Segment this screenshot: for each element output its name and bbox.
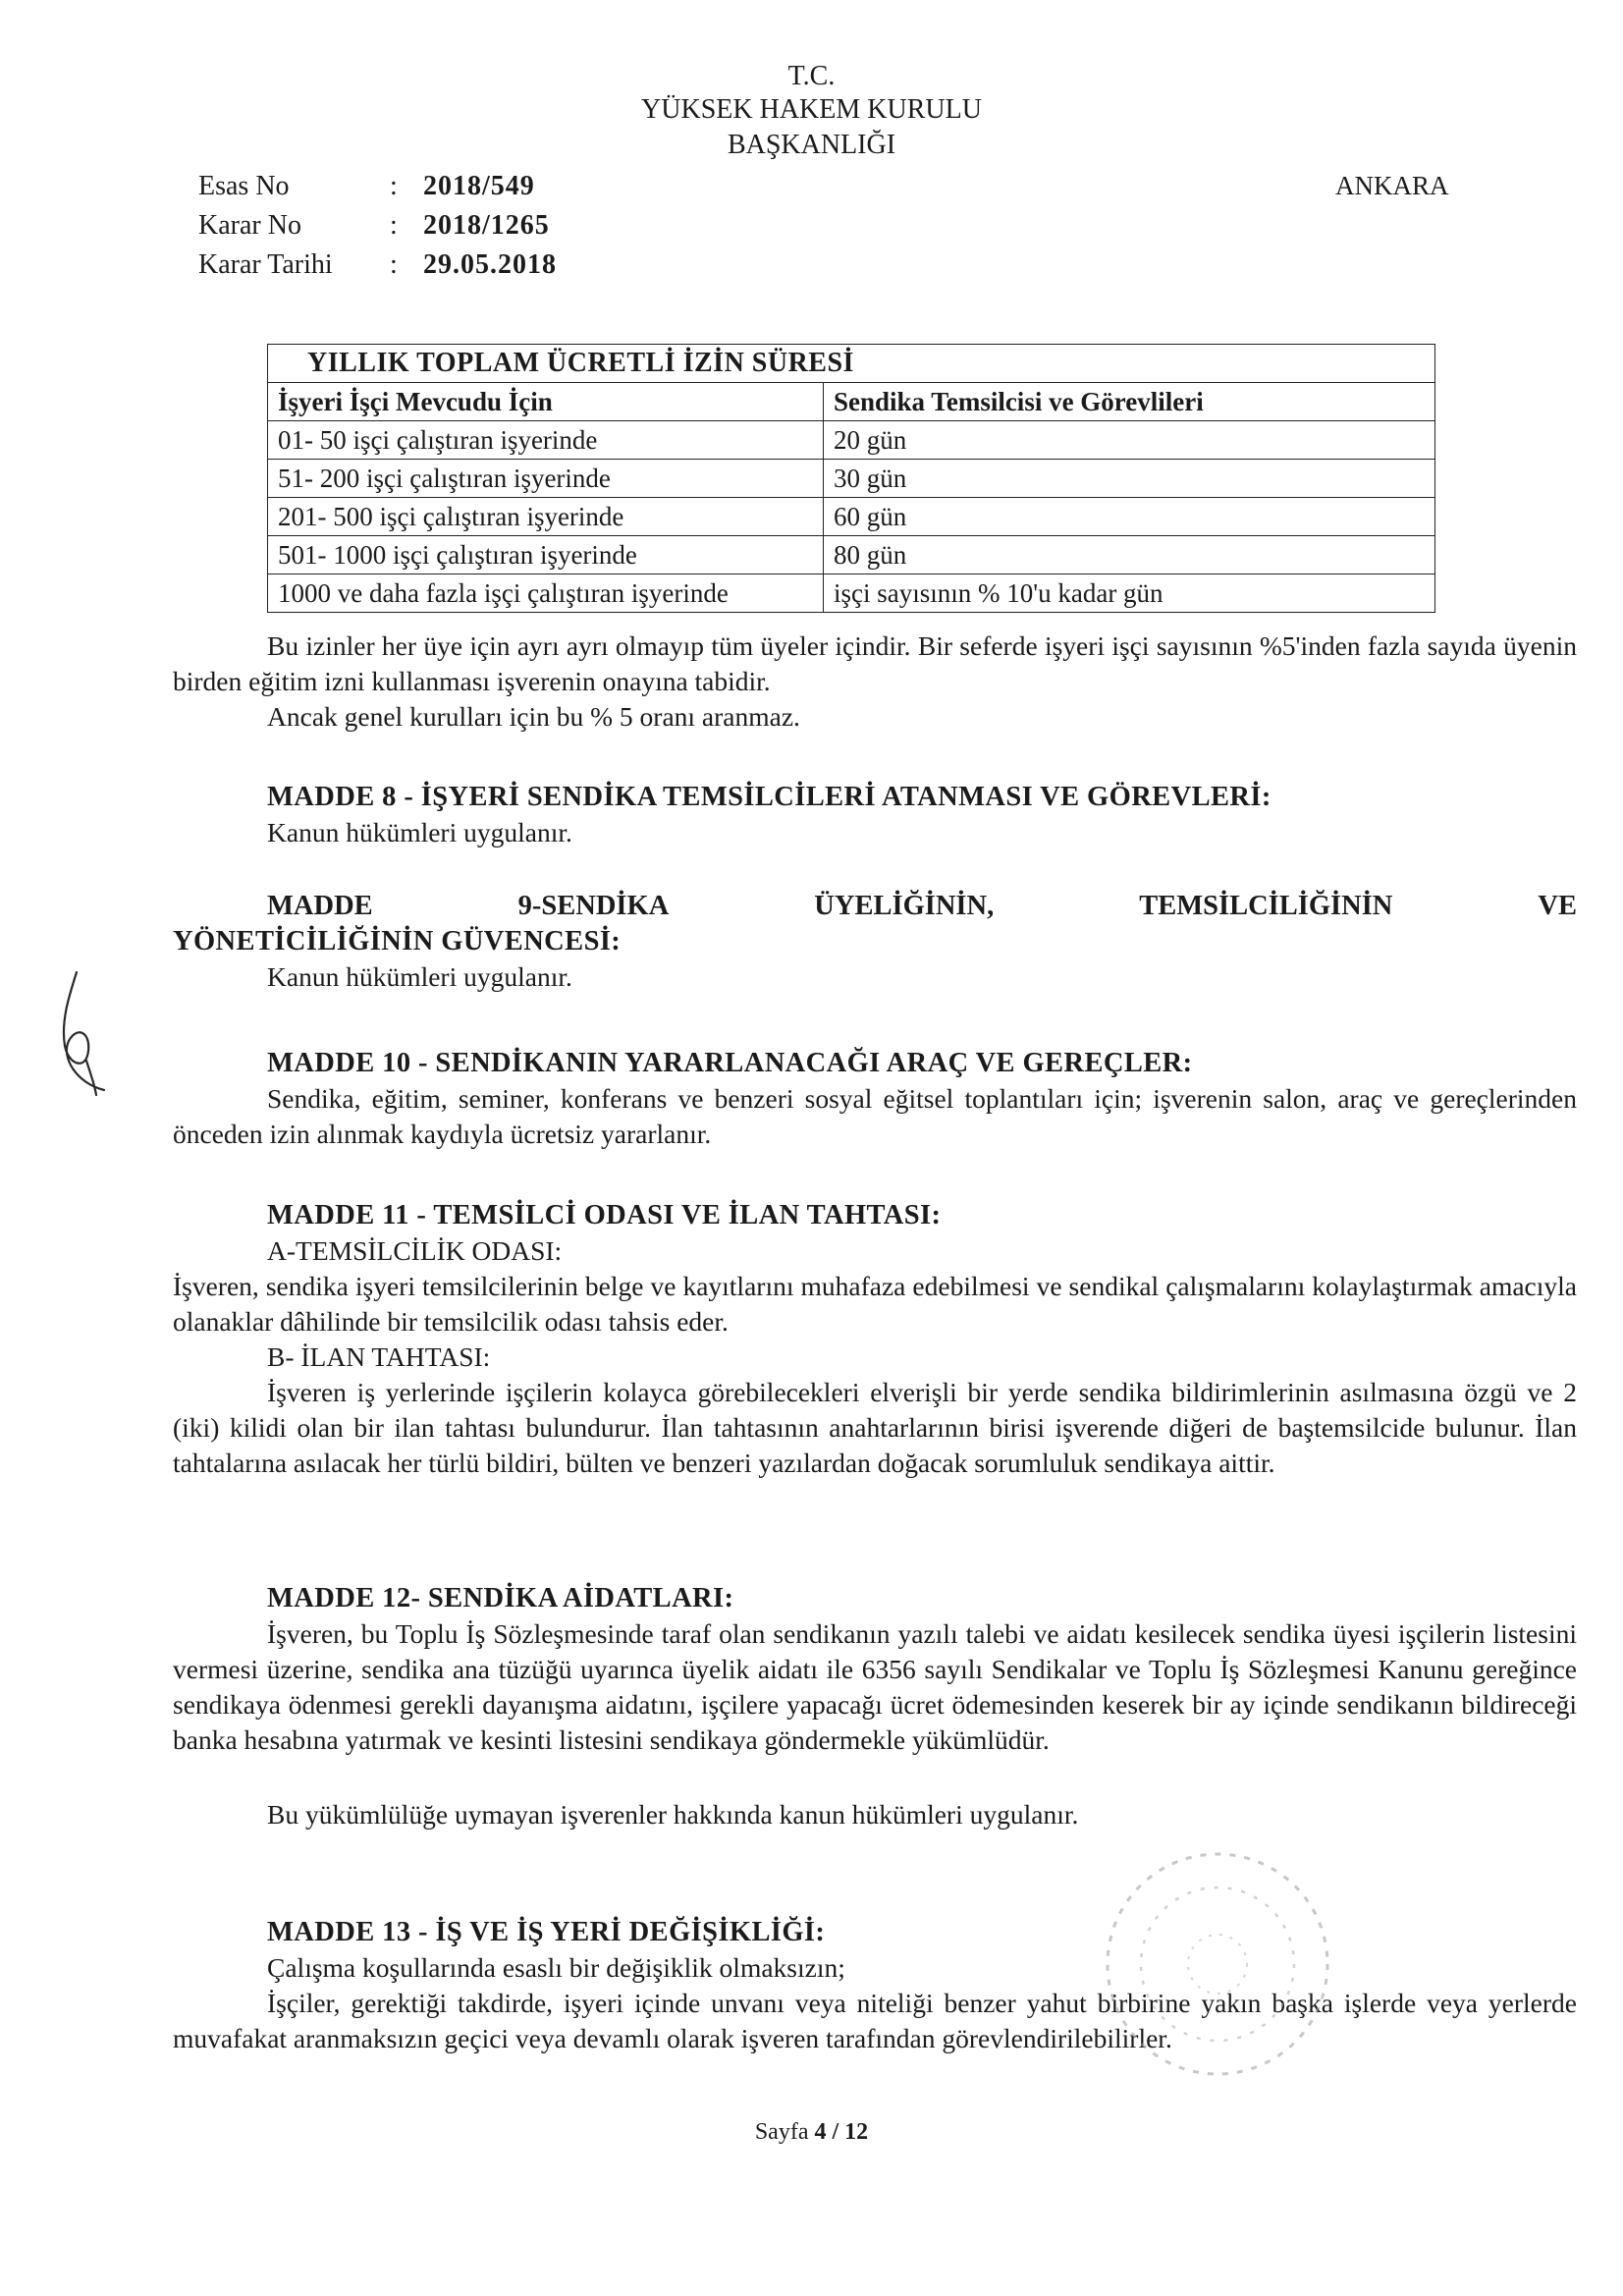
article-13-text-1: Çalışma koşullarında esaslı bir değişiklik olmaksızın; — [267, 1952, 845, 1983]
article-13-heading: MADDE 13 - İŞ VE İŞ YERİ DEĞİŞİKLİĞİ: — [267, 1917, 826, 1947]
article-12-text: İşveren, bu Toplu İş Sözleşmesinde taraf olan sendikanın yazılı talebi ve aidatı kesilecek sendika üyesi işçilerin listesini vermesi üzerine, sendika ana tüzüğü uyarınca üyelik aidatı ile 6356 sayılı Sendikalar ve Toplu İş Sözleşmesi Kanunu gereğince sendikaya ödenmesi gerekli dayanışma aidatını, işçilere yapacağı ücret ödemesinden keserek bir ay içinde sendikanın bildireceği banka hesabına yatırmak ve kesinti listesini sendikaya göndermekle yükümlüdür. — [173, 1618, 1577, 1755]
table-title: YILLIK TOPLAM ÜCRETLİ İZİN SÜRESİ — [268, 345, 1435, 383]
meta-label: Esas No — [198, 171, 290, 201]
leave-duration-table — [267, 344, 1435, 613]
page-number — [0, 2119, 1623, 2146]
article-8-text: Kanun hükümleri uygulanır. — [267, 817, 572, 847]
article-11-sub-a: A-TEMSİLCİLİK ODASI: — [267, 1235, 563, 1266]
article-11-text-a: İşveren, sendika işyeri temsilcilerinin belge ve kayıtlarını muhafaza edebilmesi ve sendikal çalışmalarını kolaylaştırmak amacıyla olanaklar dâhilinde bir temsilcilik odası tahsis eder. — [173, 1271, 1577, 1337]
heading-word: MADDE — [267, 891, 373, 921]
heading-word: TEMSİLCİLİĞİNİN — [1139, 891, 1393, 921]
meta-label: Karar Tarihi — [198, 249, 333, 280]
meta-esas-no: Esas No : 2018/549 — [198, 169, 535, 204]
table-row — [268, 536, 1435, 574]
header-city: ANKARA — [1335, 171, 1449, 200]
article-11-sub-b: B- İLAN TAHTASI: — [267, 1341, 491, 1372]
article-8 — [173, 780, 1577, 850]
table-cell: 201- 500 işçi çalıştıran işyerinde — [268, 498, 824, 536]
table-cell: işçi sayısının % 10'u kadar gün — [824, 574, 1435, 613]
meta-label: Karar No — [198, 210, 301, 241]
table-cell: 1000 ve daha fazla işçi çalıştıran işyerinde — [268, 574, 824, 613]
table-cell: 01- 50 işçi çalıştıran işyerinde — [268, 421, 824, 460]
table-header-workplace: İşyeri İşçi Mevcudu İçin — [268, 383, 824, 421]
page-count: 4 / 12 — [814, 2119, 869, 2145]
article-11 — [173, 1198, 1577, 1481]
heading-word: 9-SENDİKA — [517, 891, 670, 921]
note-paragraph: Ancak genel kurulları için bu % 5 oranı aranmaz. — [267, 701, 800, 732]
table-row — [268, 498, 1435, 536]
table-cell: 30 gün — [824, 460, 1435, 498]
article-9 — [173, 889, 1577, 995]
table-row — [268, 421, 1435, 460]
article-12-heading: MADDE 12- SENDİKA AİDATLARI: — [267, 1583, 734, 1613]
article-13-text-2: İşçiler, gerektiği takdirde, işyeri içinde unvanı veya niteliği benzer yahut birbirine yakın başka işlerde veya yerlerde muvafakat aranmaksızın geçici veya devamlı olarak işveren tarafından görevlendirilebilirler. — [173, 1988, 1577, 2053]
article-9-heading-line2: YÖNETİCİLİĞİNİN GÜVENCESİ: — [173, 926, 622, 957]
note-paragraph: Bu izinler her üye için ayrı ayrı olmayıp tüm üyeler içindir. Bir seferde işyeri işçi sayısının %5'inden fazla sayıda üyenin birden eğitim izni kullanması işverenin onayına tabidir. — [173, 630, 1577, 696]
table-cell: 501- 1000 işçi çalıştıran işyerinde — [268, 536, 824, 574]
heading-word: ÜYELİĞİNİN, — [814, 891, 995, 921]
header-presidency: BAŞKANLIĞI — [727, 130, 896, 160]
article-8-heading: MADDE 8 - İŞYERİ SENDİKA TEMSİLCİLERİ ATANMASI VE GÖREVLERİ: — [267, 782, 1271, 812]
article-10-heading: MADDE 10 - SENDİKANIN YARARLANACAĞI ARAÇ VE GEREÇLER: — [267, 1048, 1193, 1078]
meta-value: 2018/1265 — [423, 210, 550, 241]
heading-word: VE — [1538, 891, 1577, 921]
meta-value: 29.05.2018 — [423, 249, 557, 280]
meta-karar-no: Karar No : 2018/1265 — [198, 208, 550, 244]
article-13 — [173, 1915, 1577, 2056]
table-row — [268, 460, 1435, 498]
meta-value: 2018/549 — [423, 171, 535, 201]
article-12-text-2: Bu yükümlülüğe uymayan işverenler hakkında kanun hükümleri uygulanır. — [267, 1799, 1079, 1830]
article-11-heading: MADDE 11 - TEMSİLCİ ODASI VE İLAN TAHTASI: — [267, 1200, 942, 1230]
page-prefix: Sayfa — [754, 2119, 809, 2145]
header-tc: T.C. — [787, 61, 836, 91]
table-row — [268, 574, 1435, 613]
article-12 — [173, 1581, 1577, 1832]
table-cell: 51- 200 işçi çalıştıran işyerinde — [268, 460, 824, 498]
table-cell: 20 gün — [824, 421, 1435, 460]
table-notes — [173, 629, 1577, 735]
article-9-text: Kanun hükümleri uygulanır. — [267, 961, 572, 992]
article-10 — [173, 1046, 1577, 1152]
table-cell: 60 gün — [824, 498, 1435, 536]
article-10-text: Sendika, eğitim, seminer, konferans ve benzeri sosyal eğitsel toplantıları için; işverenin salon, araç ve gereçlerinden önceden izin alınmak kaydıyla ücretsiz yararlanır. — [173, 1083, 1577, 1149]
article-9-heading-line1 — [173, 889, 1577, 924]
header-institution: YÜKSEK HAKEM KURULU — [641, 94, 982, 125]
table-header-representative: Sendika Temsilcisi ve Görevlileri — [824, 383, 1435, 421]
meta-karar-tarihi: Karar Tarihi : 29.05.2018 — [198, 247, 557, 283]
signature-icon — [47, 967, 126, 1105]
stamp-icon — [1090, 1836, 1345, 2092]
table-cell: 80 gün — [824, 536, 1435, 574]
article-11-text-b: İşveren iş yerlerinde işçilerin kolayca görebilecekleri elverişli bir yerde sendika bildirimlerinin asılmasına özgü ve 2 (iki) kilidi olan bir ilan tahtası bulundurur. İlan tahtasının anahtarlarının birisi işverende diğeri de baştemsilcide bulunur. İlan tahtalarına asılacak her türlü bildiri, bülten ve benzeri yazılardan doğacak sorumluluk sendikaya aittir. — [173, 1377, 1577, 1478]
